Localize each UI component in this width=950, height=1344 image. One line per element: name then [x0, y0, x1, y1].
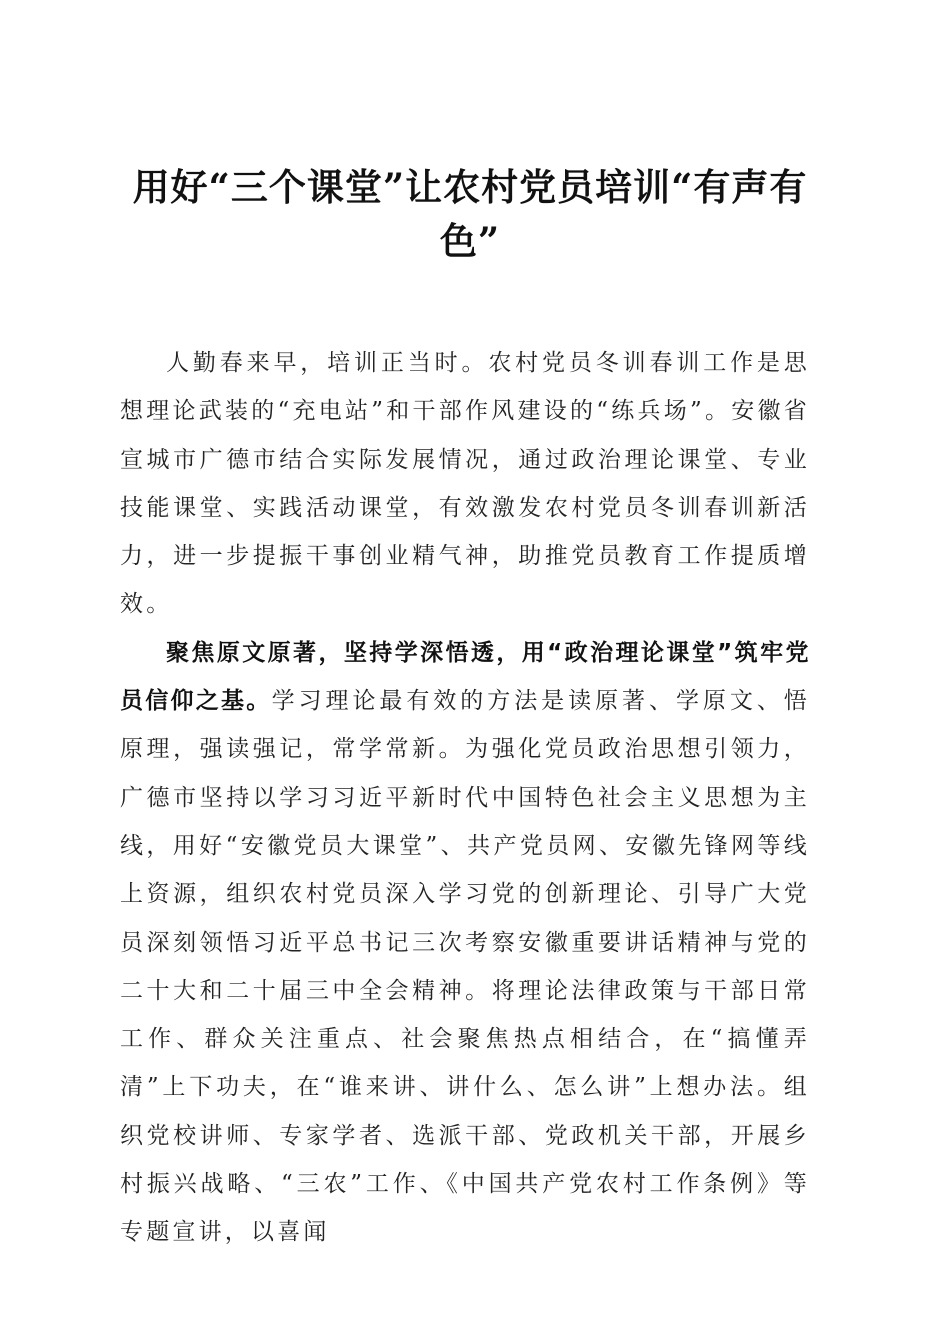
- paragraph-text: 人勤春来早，培训正当时。农村党员冬训春训工作是思想理论武装的“充电站”和干部作风建设的“练兵场”。安徽省宣城市广德市结合实际发展情况，通过政治理论课堂、专业技能课堂、实践活动课堂，有效激发农村党员冬训春训新活力，进一步提振干事创业精气神，助推党员教育工作提质增效。: [120, 350, 810, 618]
- paragraph-intro: [120, 339, 810, 629]
- document-title: 用好“三个课堂”让农村党员培训“有声有色”: [132, 165, 808, 263]
- paragraph-political-theory: [120, 629, 810, 1257]
- paragraph-lead: 聚焦原文原著，坚持学深悟透，用“政治理论课堂”筑牢党员信仰之基。: [120, 639, 810, 715]
- document-body: [120, 339, 810, 1257]
- paragraph-text: 学习理论最有效的方法是读原著、学原文、悟原理，强读强记，常学常新。为强化党员政治思想引领力，广德市坚持以学习习近平新时代中国特色社会主义思想为主线，用好“安徽党员大课堂”、共产党员网、安徽先锋网等线上资源，组织农村党员深入学习党的创新理论、引导广大党员深刻领悟习近平总书记三次考察安徽重要讲话精神与党的二十大和二十届三中全会精神。将理论法律政策与干部日常工作、群众关注重点、社会聚焦热点相结合，在“搞懂弄清”上下功夫，在“谁来讲、讲什么、怎么讲”上想办法。组织党校讲师、专家学者、选派干部、党政机关干部，开展乡村振兴战略、“三农”工作、《中国共产党农村工作条例》等专题宣讲，以喜闻: [120, 688, 811, 1246]
